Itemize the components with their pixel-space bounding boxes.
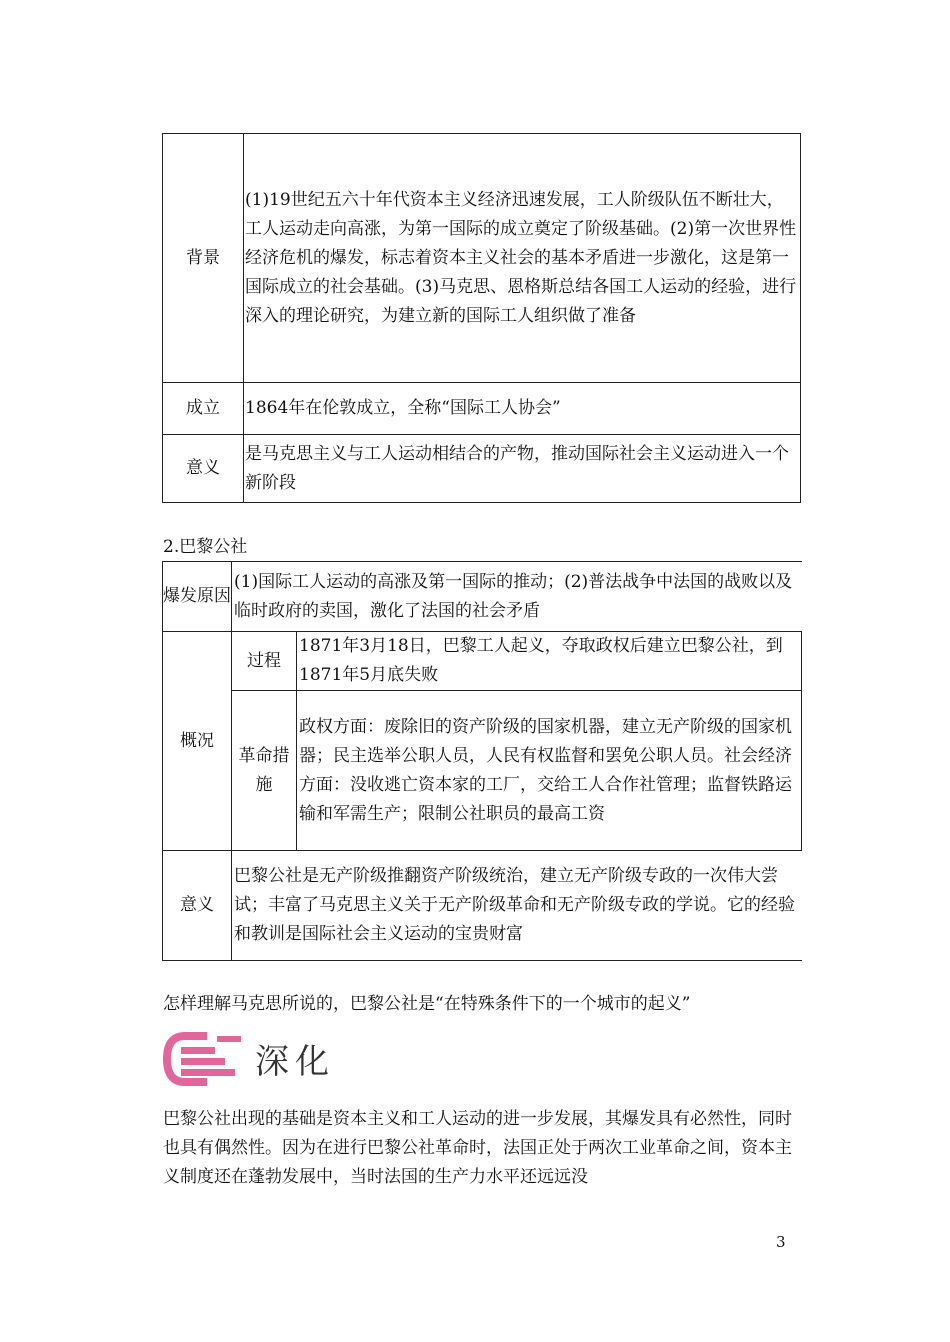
deepen-logo-icon — [163, 1030, 375, 1088]
significance-content: 巴黎公社是无产阶级推翻资产阶级统治，建立无产阶级专政的一次伟大尝试；丰富了马克思主义关于无产阶级革命和无产阶级专政的学说。它的经验和教训是国际社会主义运动的宝贵财富 — [232, 851, 802, 961]
table-row — [163, 691, 802, 851]
founding-content: 1864年在伦敦成立，全称“国际工人协会” — [244, 383, 801, 435]
first-international-table — [162, 133, 801, 503]
row-header-founding: 成立 — [163, 383, 244, 435]
deepen-logo-graphic — [163, 1030, 375, 1088]
background-content: (1)19世纪五六十年代资本主义经济迅速发展，工人阶级队伍不断壮大，工人运动走向高涨，为第一国际的成立奠定了阶级基础。(2)第一次世界性经济危机的爆发，标志着资本主义社会的基本矛盾进一步激化，这是第一国际成立的社会基础。(3)马克思、恩格斯总结各国工人运动的经验，进行深入的理论研究，为建立新的国际工人组织做了准备 — [244, 134, 801, 383]
row-header-cause: 爆发原因 — [163, 562, 232, 632]
table-row — [163, 851, 802, 961]
row-header-significance: 意义 — [163, 435, 244, 503]
section-title: 2.巴黎公社 — [163, 537, 248, 557]
body-paragraph: 巴黎公社出现的基础是资本主义和工人运动的进一步发展，其爆发具有必然性，同时也具有偶然性。因为在进行巴黎公社革命时，法国正处于两次工业革命之间，资本主义制度还在蓬勃发展中，当时法国的生产力水平还远远没 — [163, 1109, 792, 1187]
row-header-overview: 概况 — [163, 632, 232, 851]
subheader-measures: 革命措施 — [232, 691, 297, 851]
process-content: 1871年3月18日，巴黎工人起义，夺取政权后建立巴黎公社，到1871年5月底失败 — [297, 632, 802, 691]
cause-content: (1)国际工人运动的高涨及第一国际的推动；(2)普法战争中法国的战败以及临时政府的卖国，激化了法国的社会矛盾 — [232, 562, 802, 632]
table-row — [163, 632, 802, 691]
table-row — [163, 562, 802, 632]
row-header-significance: 意义 — [163, 851, 232, 961]
page-number: 3 — [776, 1233, 786, 1251]
measures-content: 政权方面：废除旧的资产阶级的国家机器，建立无产阶级的国家机器；民主选举公职人员，人民有权监督和罢免公职人员。社会经济方面：没收逃亡资本家的工厂，交给工人合作社管理；监督铁路运输和军需生产；限制公社职员的最高工资 — [297, 691, 802, 851]
deepen-logo-label: 深化 — [255, 1042, 335, 1082]
row-header-background: 背景 — [163, 134, 244, 383]
significance-content: 是马克思主义与工人运动相结合的产物，推动国际社会主义运动进入一个新阶段 — [244, 435, 801, 503]
paris-commune-table — [162, 561, 802, 961]
table-row — [163, 134, 801, 383]
table-row — [163, 435, 801, 503]
table-row — [163, 383, 801, 435]
subheader-process: 过程 — [232, 632, 297, 691]
question-text: 怎样理解马克思所说的，巴黎公社是“在特殊条件下的一个城市的起义” — [163, 994, 691, 1014]
